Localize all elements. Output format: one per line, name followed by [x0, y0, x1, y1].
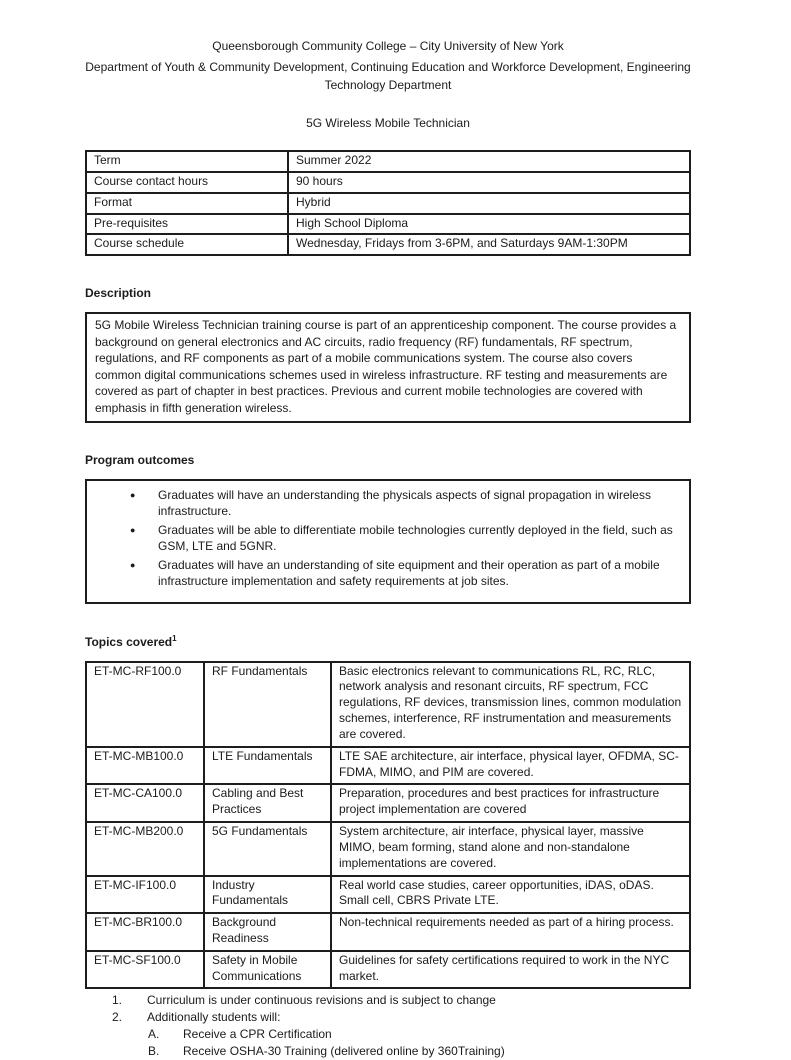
- topic-code: ET-MC-BR100.0: [86, 913, 204, 951]
- footnote-letter: A.: [148, 1027, 160, 1042]
- info-label: Course schedule: [86, 234, 288, 255]
- course-title: 5G Wireless Mobile Technician: [306, 116, 470, 131]
- footnote-item: [85, 992, 691, 1009]
- footnote-letter: B.: [148, 1043, 160, 1058]
- topic-description: Non-technical requirements needed as part of a hiring process.: [331, 913, 690, 951]
- footnote-subitem: [85, 1043, 691, 1060]
- info-value: Hybrid: [288, 193, 690, 214]
- topic-name: Cabling and Best Practices: [204, 784, 331, 822]
- outcome-text: Graduates will be able to differentiate mobile technologies currently deployed in the field, such as GSM, LTE and 5GNR.: [158, 522, 673, 554]
- outcome-text: Graduates will have an understanding of site equipment and their operation as part of a mobile infrastructure implementation and safety requirements at job sites.: [158, 557, 660, 589]
- program-outcomes-box: [85, 479, 691, 604]
- info-label: Course contact hours: [86, 172, 288, 193]
- info-value: Summer 2022: [288, 151, 690, 172]
- topic-name: Safety in Mobile Communications: [204, 951, 331, 989]
- info-label: Term: [86, 151, 288, 172]
- table-row: [86, 234, 690, 255]
- college-title: Queensborough Community College – City University of New York: [212, 39, 564, 53]
- footnote-subitem: [85, 1026, 691, 1043]
- table-row: [86, 151, 690, 172]
- topic-code: ET-MC-IF100.0: [86, 876, 204, 914]
- footnote-text: Receive OSHA-30 Training (delivered online by 360Training): [183, 1043, 505, 1058]
- table-row: [86, 193, 690, 214]
- description-heading: Description: [85, 286, 152, 301]
- course-info-table: [85, 150, 691, 256]
- footnotes: [85, 992, 691, 1059]
- topic-description: Real world case studies, career opportunities, iDAS, oDAS. Small cell, CBRS Private LTE.: [331, 876, 690, 914]
- info-value: High School Diploma: [288, 214, 690, 235]
- table-row: [86, 172, 690, 193]
- table-row: [86, 951, 690, 989]
- info-value: Wednesday, Fridays from 3-6PM, and Saturdays 9AM-1:30PM: [288, 234, 690, 255]
- topic-description: System architecture, air interface, physical layer, massive MIMO, beam forming, stand alone and non-standalone implementations are covered.: [331, 822, 690, 875]
- info-label: Pre-requisites: [86, 214, 288, 235]
- topic-name: 5G Fundamentals: [204, 822, 331, 875]
- footnote-number: 2.: [112, 1010, 123, 1025]
- topic-name: LTE Fundamentals: [204, 747, 331, 785]
- footnote-marker: 1: [172, 633, 177, 643]
- topic-code: ET-MC-SF100.0: [86, 951, 204, 989]
- footnote-text: Curriculum is under continuous revisions and is subject to change: [147, 993, 496, 1008]
- bullet-icon: ●: [130, 489, 136, 500]
- table-row: [86, 876, 690, 914]
- table-row: [86, 662, 690, 747]
- topics-heading-text: Topics covered: [85, 634, 173, 649]
- footnote-item: [85, 1009, 691, 1026]
- description-box: 5G Mobile Wireless Technician training course is part of an apprenticeship component. The course provides a background on general electronics and AC circuits, radio frequency (RF) fundamentals, RF spectrum, regulations, and RF components as part of a mobile communications system. The course also covers common digital communications schemes used in wireless infrastructure. RF testing and measurements are covered as part of chapter in best practices. Previous and current mobile technologies are covered with emphasis in fifth generation wireless.: [85, 312, 691, 423]
- topic-code: ET-MC-RF100.0: [86, 662, 204, 747]
- topic-description: Guidelines for safety certifications required to work in the NYC market.: [331, 951, 690, 989]
- department-title: Department of Youth & Community Development, Continuing Education and Workforce Development, Engineering Technology Department: [85, 60, 691, 92]
- table-row: [86, 913, 690, 951]
- table-row: [86, 822, 690, 875]
- topic-code: ET-MC-MB200.0: [86, 822, 204, 875]
- topic-description: LTE SAE architecture, air interface, physical layer, OFDMA, SC-FDMA, MIMO, and PIM are covered.: [331, 747, 690, 785]
- table-row: [86, 747, 690, 785]
- footnote-number: 1.: [112, 993, 123, 1008]
- footnote-text: Additionally students will:: [147, 1010, 281, 1025]
- list-item: [95, 487, 681, 520]
- info-label: Format: [86, 193, 288, 214]
- topics-covered-heading: [85, 634, 691, 649]
- outcome-text: Graduates will have an understanding the physicals aspects of signal propagation in wireless infrastructure.: [158, 487, 651, 519]
- info-value: 90 hours: [288, 172, 690, 193]
- table-row: [86, 214, 690, 235]
- topic-name: RF Fundamentals: [204, 662, 331, 747]
- topic-description: Preparation, procedures and best practices for infrastructure project implementation are covered: [331, 784, 690, 822]
- bullet-icon: ●: [130, 559, 136, 570]
- program-outcomes-heading: Program outcomes: [85, 452, 195, 467]
- topic-name: Background Readiness: [204, 913, 331, 951]
- topic-code: ET-MC-MB100.0: [86, 747, 204, 785]
- document-header: [85, 38, 691, 94]
- list-item: [95, 522, 681, 555]
- table-row: [86, 784, 690, 822]
- topic-name: Industry Fundamentals: [204, 876, 331, 914]
- footnote-text: Receive a CPR Certification: [183, 1027, 332, 1042]
- topics-table: [85, 661, 691, 990]
- bullet-icon: ●: [130, 524, 136, 535]
- topic-code: ET-MC-CA100.0: [86, 784, 204, 822]
- topic-description: Basic electronics relevant to communications RL, RC, RLC, network analysis and resonant circuits, RF spectrum, FCC regulations, RF devices, transmission lines, common modulation schemes, interference, RF instrumentation and measurements are covered.: [331, 662, 690, 747]
- list-item: [95, 557, 681, 590]
